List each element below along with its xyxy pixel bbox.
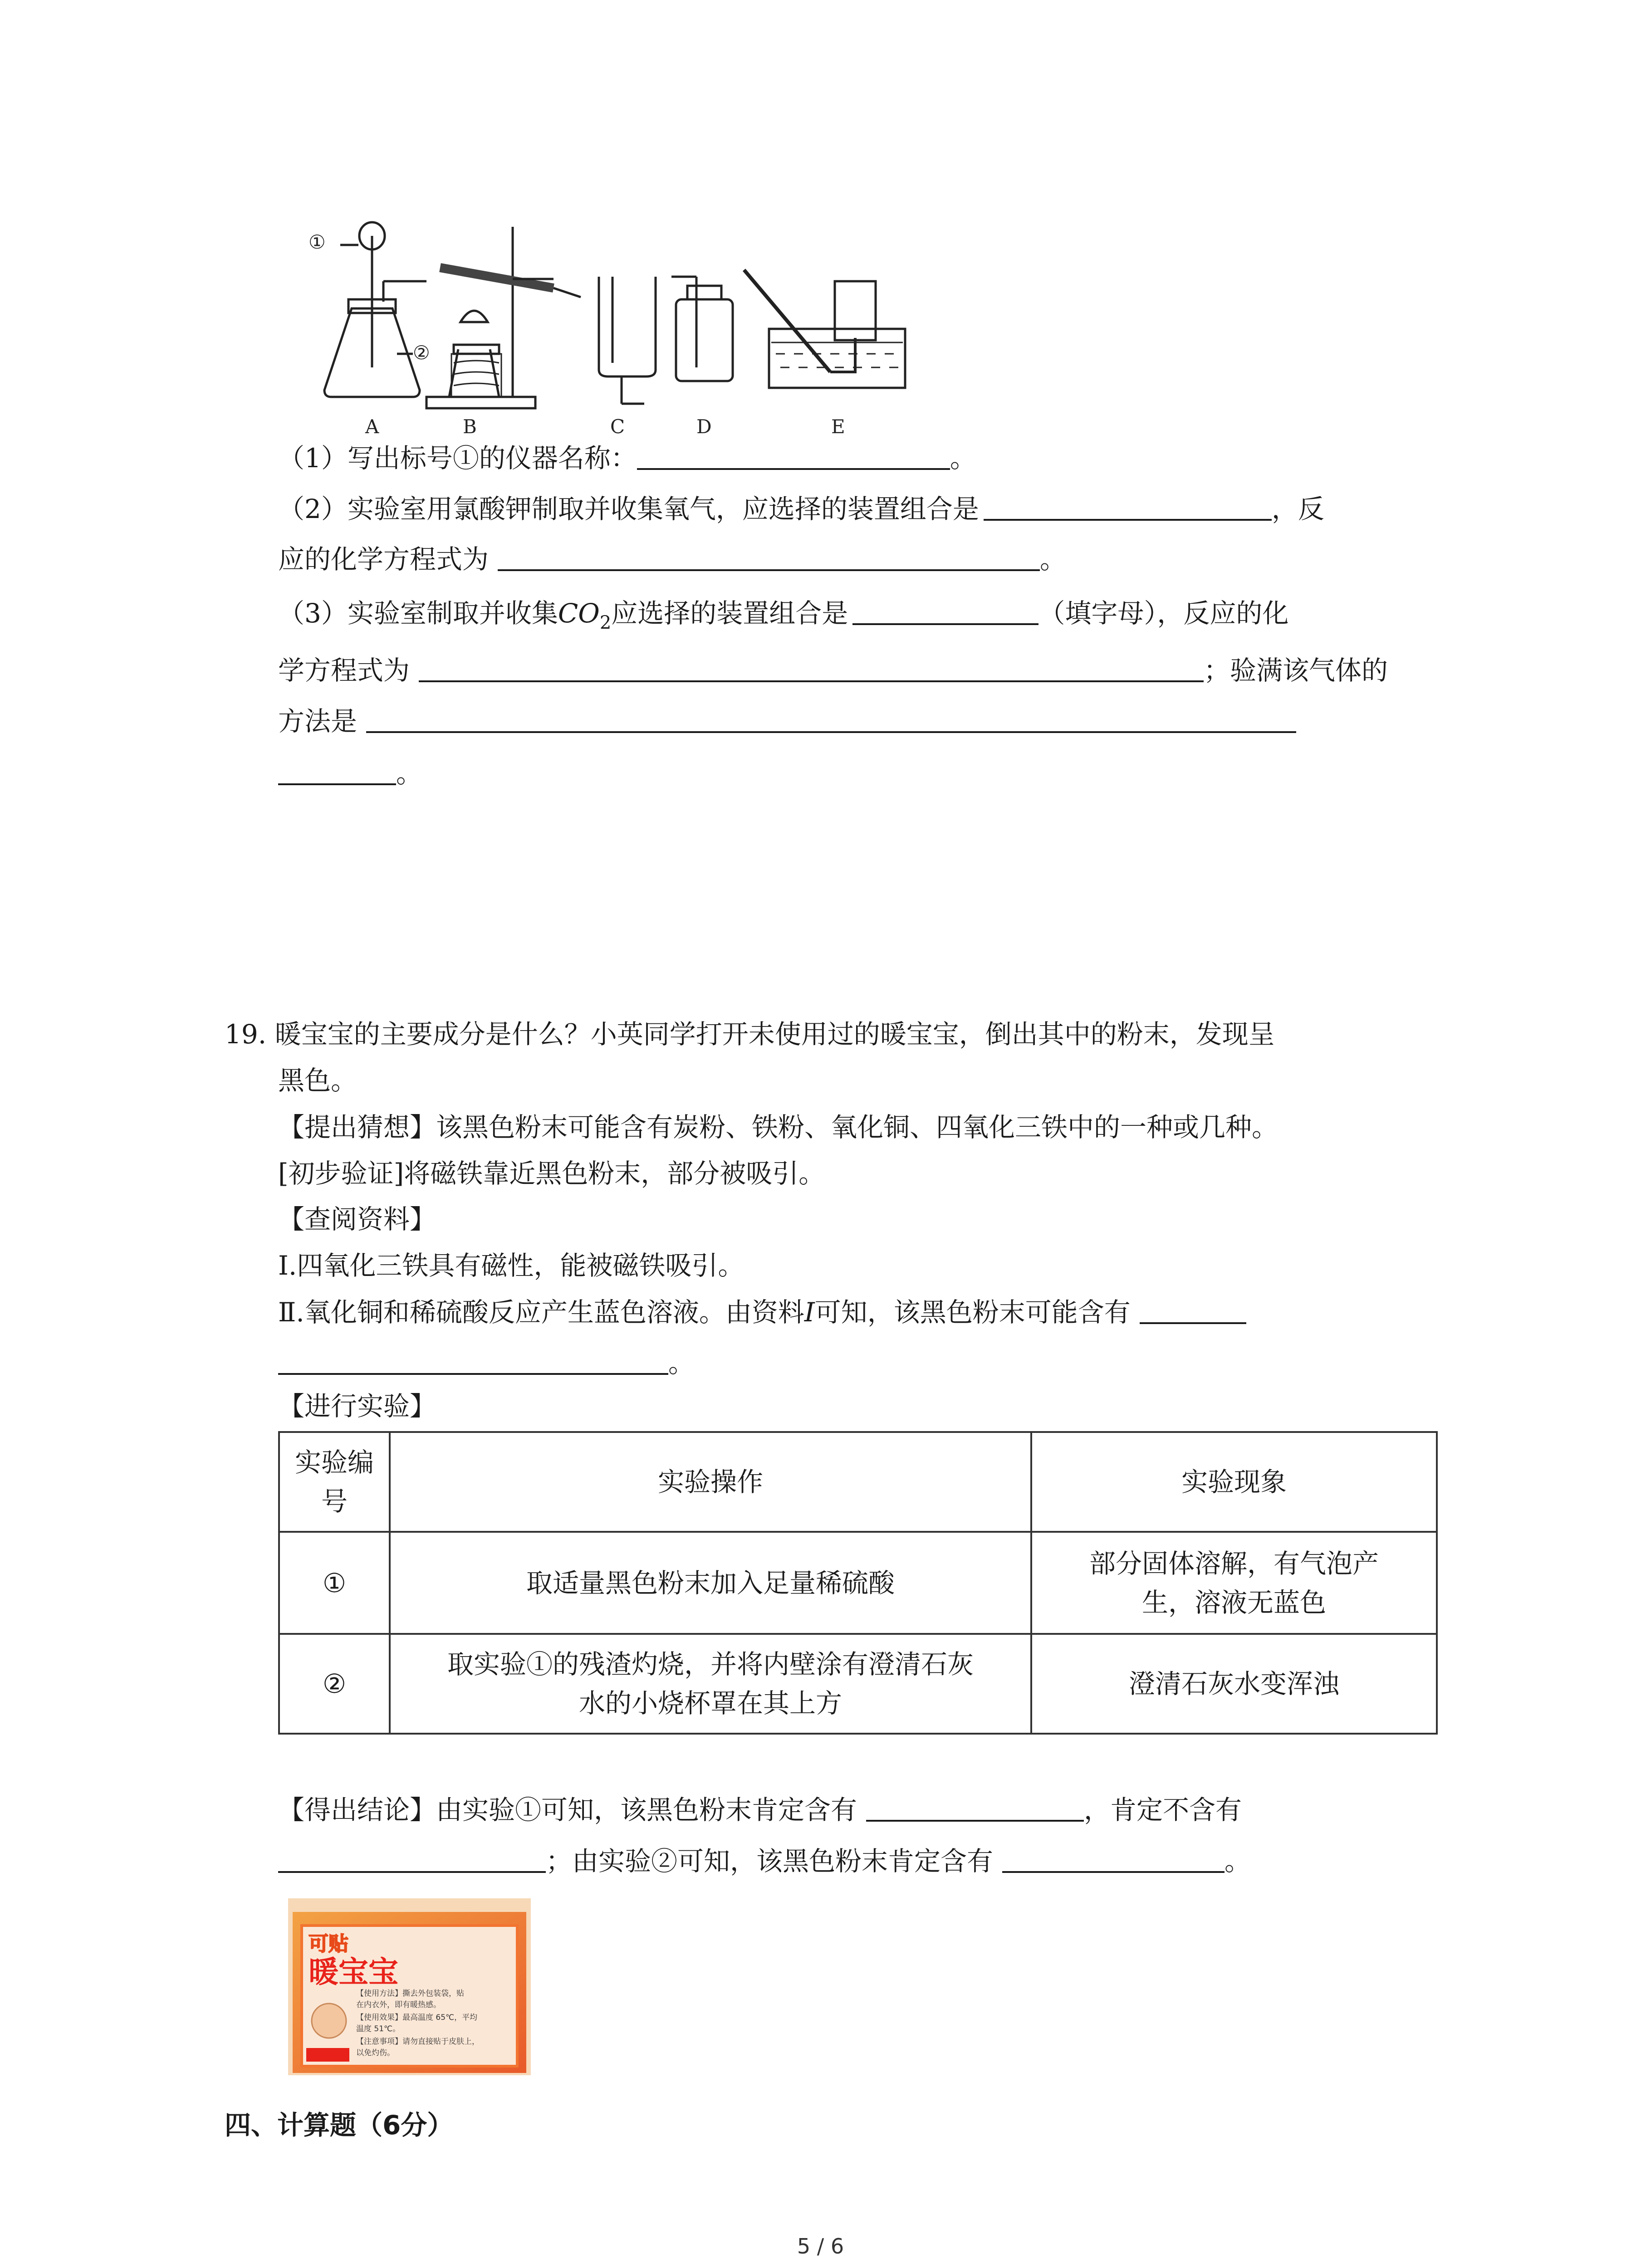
- q18-part3-method: 方法是: [278, 701, 1296, 742]
- page-number: 5 / 6: [797, 2234, 844, 2258]
- row1-phen: 部分固体溶解，有气泡产 生，溶液无蓝色: [1031, 1532, 1437, 1634]
- answer-blank-6[interactable]: [366, 702, 1296, 733]
- q19-ref-1: Ⅰ.四氧化三铁具有磁性，能被磁铁吸引。: [278, 1250, 745, 1281]
- apparatus-c: [599, 277, 656, 404]
- table-header-phen: 实验现象: [1031, 1432, 1437, 1532]
- person-icon: [312, 2004, 346, 2038]
- warm-patch-image: [288, 1898, 531, 2075]
- table-header-id: 实验编号: [279, 1432, 390, 1532]
- svg-text:以免灼伤。: 以免灼伤。: [356, 2048, 395, 2058]
- table-header-row: [279, 1432, 1437, 1532]
- answer-blank-5[interactable]: [419, 651, 1204, 682]
- answer-blank-10[interactable]: [866, 1791, 1084, 1822]
- svg-text:【注意事项】请勿直接贴于皮肤上，: 【注意事项】请勿直接贴于皮肤上，: [356, 2037, 480, 2046]
- apparatus-a: [324, 222, 426, 397]
- section-4-title: 四、计算题（6分）: [225, 2110, 454, 2141]
- q19-exp-title: 【进行实验】: [278, 1391, 436, 1422]
- q18-part3: （3）实验室制取并收集$CO_2$应选择的装置组合是 （填字母），反应的化: [278, 593, 1288, 643]
- q19-intro-cont: 黑色。: [278, 1065, 358, 1096]
- apparatus-e: [744, 270, 905, 388]
- row2-op: 取实验①的残渣灼烧，并将内壁涂有澄清石灰 水的小烧杯罩在其上方: [390, 1634, 1031, 1734]
- product-badge: [306, 2048, 349, 2062]
- q19-conclusion: 【得出结论】由实验①可知，该黑色粉末肯定含有 ，肯定不含有: [278, 1789, 1242, 1830]
- mark-2: ②: [413, 342, 430, 364]
- apparatus-d: [671, 277, 733, 381]
- svg-text:在内衣外，即有暖热感。: 在内衣外，即有暖热感。: [356, 2000, 441, 2009]
- svg-text:【使用效果】最高温度 65℃，平均: 【使用效果】最高温度 65℃，平均: [356, 2013, 478, 2022]
- q19-ref-2-cont: 。: [278, 1343, 695, 1383]
- answer-blank-11[interactable]: [278, 1842, 546, 1873]
- table-header-op: 实验操作: [390, 1432, 1031, 1532]
- label-a: A: [365, 415, 379, 438]
- q19-guess: 【提出猜想】该黑色粉末可能含有炭粉、铁粉、氧化铜、四氧化三铁中的一种或几种。: [278, 1112, 1279, 1143]
- q18-part3-cont: 学方程式为 ；验满该气体的: [278, 650, 1388, 691]
- q18-part3-end: 。: [278, 753, 422, 794]
- label-e: E: [831, 415, 845, 438]
- q19-conclusion-cont: ；由实验②可知，该黑色粉末肯定含有 。: [278, 1841, 1251, 1882]
- answer-blank-3[interactable]: [498, 540, 1040, 571]
- row1-op: 取适量黑色粉末加入足量稀硫酸: [390, 1532, 1031, 1634]
- q19-ref-2: Ⅱ.氧化铜和稀硫酸反应产生蓝色溶液。由资料I可知，该黑色粉末可能含有: [278, 1292, 1246, 1333]
- answer-blank-8[interactable]: [1140, 1293, 1246, 1324]
- q18-part2-cont: 应的化学方程式为 。: [278, 539, 1066, 580]
- q18-part1: （1）写出标号①的仪器名称： 。: [278, 438, 976, 479]
- answer-blank-12[interactable]: [1002, 1842, 1225, 1873]
- row1-id: ①: [279, 1532, 390, 1634]
- q19-verify: [初步验证]将磁铁靠近黑色粉末，部分被吸引。: [278, 1158, 825, 1189]
- answer-blank-2[interactable]: [984, 490, 1272, 521]
- row2-phen: 澄清石灰水变浑浊: [1031, 1634, 1437, 1734]
- row2-id: ②: [279, 1634, 390, 1734]
- apparatus-figure: [309, 218, 921, 440]
- label-d: D: [696, 415, 712, 438]
- experiment-table: [278, 1431, 1438, 1735]
- answer-blank-4[interactable]: [852, 594, 1038, 625]
- mark-1: ①: [309, 231, 326, 253]
- answer-blank-9[interactable]: [278, 1344, 668, 1375]
- label-b: B: [463, 415, 477, 438]
- q19-ref-title: 【查阅资料】: [278, 1204, 436, 1235]
- label-c: C: [610, 415, 625, 438]
- svg-text:温度 51℃。: 温度 51℃。: [356, 2024, 401, 2033]
- table-row: [279, 1634, 1437, 1734]
- answer-blank-1[interactable]: [637, 439, 950, 470]
- answer-blank-7[interactable]: [278, 754, 396, 785]
- svg-text:【使用方法】撕去外包装袋，贴: 【使用方法】撕去外包装袋，贴: [356, 1989, 464, 1998]
- apparatus-b: [426, 227, 581, 408]
- q18-part2: （2）实验室用氯酸钾制取并收集氧气，应选择的装置组合是 ，反: [278, 489, 1324, 529]
- svg-text:暖宝宝: 暖宝宝: [309, 1955, 398, 1989]
- svg-text:可贴: 可贴: [309, 1932, 348, 1955]
- table-row: [279, 1532, 1437, 1634]
- q19-intro: 19. 暖宝宝的主要成分是什么？小英同学打开未使用过的暖宝宝，倒出其中的粉末，发现呈: [225, 1019, 1275, 1050]
